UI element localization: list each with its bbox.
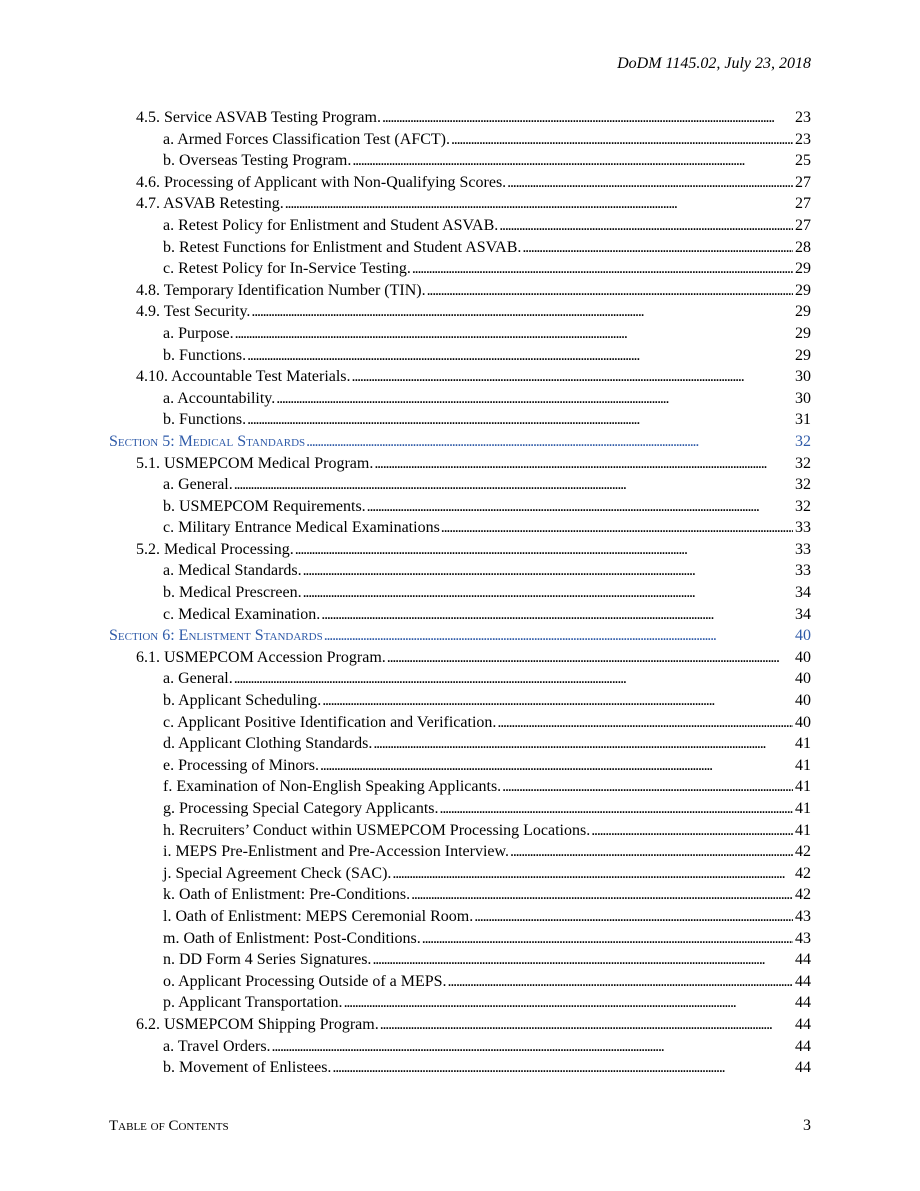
toc-entry[interactable] — [109, 906, 811, 928]
toc-entry-page-number: 32 — [795, 454, 811, 472]
toc-entry-label: b. Applicant Scheduling. — [163, 692, 322, 710]
toc-entry-page-number: 40 — [795, 627, 811, 645]
toc-entry-page-number: 44 — [795, 994, 811, 1012]
toc-dot-leader — [499, 215, 793, 237]
toc-entry-label: 4.8. Temporary Identification Number (TIN). — [136, 281, 426, 299]
toc-dot-leader — [412, 258, 793, 280]
toc-entry-label: a. Accountability. — [163, 389, 276, 407]
toc-entry-label: g. Processing Special Category Applicants. — [163, 800, 439, 817]
toc-entry-label: e. Processing of Minors. — [163, 756, 319, 774]
toc-entry-page-number: 29 — [795, 303, 811, 321]
toc-entry-label: a. Purpose. — [163, 324, 234, 342]
toc-entry-label: b. Overseas Testing Program. — [163, 152, 352, 170]
toc-entry-page-number: 30 — [795, 389, 811, 407]
toc-dot-leader — [380, 1014, 793, 1036]
toc-entry-page-number: 41 — [795, 735, 811, 753]
toc-entry[interactable] — [109, 863, 811, 885]
toc-dot-leader — [332, 1057, 793, 1079]
toc-entry[interactable] — [109, 690, 811, 712]
toc-entry-label: f. Examination of Non-English Speaking Applicants. — [163, 778, 502, 796]
toc-entry[interactable] — [109, 733, 811, 755]
toc-entry[interactable] — [109, 301, 811, 323]
toc-entry-label: Section 5: Medical Standards — [109, 432, 306, 450]
toc-entry-page-number: 41 — [795, 778, 811, 796]
toc-entry-page-number: 30 — [795, 368, 811, 386]
toc-entry[interactable] — [109, 193, 811, 215]
toc-entry-label: 6.1. USMEPCOM Accession Program. — [136, 648, 386, 666]
toc-dot-leader — [387, 647, 793, 669]
toc-dot-leader — [507, 172, 793, 194]
toc-entry-label: a. General. — [163, 670, 233, 688]
toc-entry[interactable] — [109, 107, 811, 129]
toc-entry-page-number: 29 — [795, 324, 811, 342]
toc-entry-page-number: 29 — [795, 346, 811, 364]
toc-dot-leader — [251, 301, 793, 323]
toc-entry[interactable] — [109, 560, 811, 582]
footer-section-title: Table of Contents — [109, 1118, 229, 1134]
toc-entry-page-number: 33 — [795, 519, 811, 537]
toc-dot-leader — [502, 776, 793, 798]
toc-entry-page-number: 32 — [795, 476, 811, 494]
toc-entry[interactable] — [109, 1057, 811, 1079]
toc-entry-page-number: 23 — [795, 130, 811, 148]
toc-entry-label: c. Medical Examination. — [163, 605, 321, 623]
toc-entry-page-number: 29 — [795, 260, 811, 278]
toc-dot-leader — [451, 129, 793, 151]
toc-entry-label: 4.6. Processing of Applicant with Non-Qualifying Scores. — [136, 173, 507, 191]
toc-entry-label: c. Retest Policy for In-Service Testing. — [163, 260, 411, 278]
toc-entry-label: a. General. — [163, 476, 233, 494]
toc-dot-leader — [474, 906, 793, 928]
toc-entry[interactable] — [109, 582, 811, 604]
toc-entry-label: b. Retest Functions for Enlistment and Student ASVAB. — [163, 238, 522, 256]
toc-entry-label: i. MEPS Pre-Enlistment and Pre-Accession Interview. — [163, 843, 510, 861]
toc-dot-leader — [440, 798, 793, 820]
toc-entry[interactable] — [109, 604, 811, 626]
toc-entry-page-number: 29 — [795, 281, 811, 299]
toc-entry[interactable] — [109, 971, 811, 993]
toc-entry[interactable] — [109, 884, 811, 906]
toc-entry[interactable] — [109, 323, 811, 345]
toc-entry-label: 5.1. USMEPCOM Medical Program. — [136, 454, 374, 472]
toc-entry-page-number: 34 — [795, 605, 811, 623]
toc-dot-leader — [295, 539, 793, 561]
toc-entry-label: a. Retest Policy for Enlistment and Student ASVAB. — [163, 216, 499, 234]
toc-dot-leader — [320, 755, 793, 777]
toc-entry[interactable] — [109, 150, 811, 172]
toc-entry-page-number: 40 — [795, 692, 811, 710]
toc-dot-leader — [235, 323, 793, 345]
toc-entry[interactable] — [109, 539, 811, 561]
toc-entry-label: j. Special Agreement Check (SAC). — [163, 864, 392, 882]
toc-entry-label: Section 6: Enlistment Standards — [109, 627, 323, 645]
toc-entry[interactable] — [109, 1036, 811, 1058]
footer-page-number: 3 — [803, 1117, 811, 1134]
toc-dot-leader — [382, 107, 793, 129]
toc-dot-leader — [247, 409, 793, 431]
toc-entry-page-number: 25 — [795, 152, 811, 170]
toc-dot-leader — [374, 453, 793, 475]
toc-entry[interactable] — [109, 820, 811, 842]
toc-dot-leader — [324, 625, 793, 647]
toc-entry-label: a. Armed Forces Classification Test (AFCT). — [163, 130, 450, 148]
toc-entry[interactable] — [109, 647, 811, 669]
toc-entry-page-number: 41 — [795, 800, 811, 817]
toc-entry-label: o. Applicant Processing Outside of a MEPS. — [163, 972, 447, 990]
toc-entry[interactable] — [109, 258, 811, 280]
toc-entry-label: b. Functions. — [163, 346, 247, 364]
toc-entry-page-number: 44 — [795, 1015, 811, 1033]
toc-entry[interactable] — [109, 388, 811, 410]
toc-entry-page-number: 40 — [795, 648, 811, 666]
toc-dot-leader — [448, 971, 793, 993]
toc-dot-leader — [234, 474, 793, 496]
toc-entry[interactable] — [109, 409, 811, 431]
toc-entry[interactable] — [109, 237, 811, 259]
toc-entry-label: 5.2. Medical Processing. — [136, 540, 294, 558]
toc-entry-label: d. Applicant Clothing Standards. — [163, 735, 373, 753]
toc-dot-leader — [591, 820, 793, 842]
toc-dot-leader — [303, 560, 793, 582]
toc-entry-label: p. Applicant Transportation. — [163, 994, 343, 1012]
toc-entry-page-number: 23 — [795, 109, 811, 126]
toc-entry-page-number: 31 — [795, 411, 811, 429]
toc-entry-page-number: 28 — [795, 238, 811, 256]
toc-entry-label: 4.7. ASVAB Retesting. — [136, 195, 284, 213]
toc-entry-label: 4.9. Test Security. — [136, 303, 251, 321]
toc-dot-leader — [392, 863, 793, 885]
toc-entry[interactable] — [109, 496, 811, 518]
toc-dot-leader — [411, 884, 793, 906]
toc-entry[interactable] — [109, 949, 811, 971]
toc-entry[interactable] — [109, 755, 811, 777]
toc-entry-label: b. Functions. — [163, 411, 247, 429]
document-reference-header: DoDM 1145.02, July 23, 2018 — [617, 55, 811, 72]
toc-entry[interactable] — [109, 992, 811, 1014]
toc-dot-leader — [422, 928, 793, 950]
toc-dot-leader — [427, 280, 793, 302]
toc-entry[interactable] — [109, 366, 811, 388]
toc-entry[interactable] — [109, 172, 811, 194]
toc-entry-label: a. Medical Standards. — [163, 562, 302, 580]
toc-entry[interactable] — [109, 345, 811, 367]
toc-dot-leader — [321, 604, 793, 626]
toc-dot-leader — [510, 841, 793, 863]
toc-entry-page-number: 43 — [795, 929, 811, 947]
toc-entry[interactable] — [109, 928, 811, 950]
toc-entry-page-number: 40 — [795, 670, 811, 688]
toc-entry-page-number: 27 — [795, 173, 811, 191]
toc-entry-page-number: 43 — [795, 907, 811, 925]
toc-entry-page-number: 41 — [795, 821, 811, 839]
toc-dot-leader — [276, 388, 793, 410]
toc-entry-label: b. Movement of Enlistees. — [163, 1059, 332, 1077]
toc-dot-leader — [285, 193, 793, 215]
toc-dot-leader — [322, 690, 793, 712]
toc-entry-page-number: 41 — [795, 756, 811, 774]
table-of-contents — [109, 107, 811, 1079]
toc-entry-label: b. USMEPCOM Requirements. — [163, 497, 366, 515]
toc-entry[interactable] — [109, 841, 811, 863]
toc-entry-label: 6.2. USMEPCOM Shipping Program. — [136, 1015, 379, 1033]
toc-entry-label: h. Recruiters’ Conduct within USMEPCOM Processing Locations. — [163, 821, 591, 839]
toc-entry-page-number: 40 — [795, 713, 811, 731]
toc-entry-label: a. Travel Orders. — [163, 1037, 271, 1055]
toc-entry-label: k. Oath of Enlistment: Pre-Conditions. — [163, 886, 411, 904]
toc-entry-page-number: 27 — [795, 216, 811, 234]
toc-dot-leader — [497, 712, 793, 734]
toc-entry-label: c. Military Entrance Medical Examinations — [163, 519, 440, 537]
toc-entry-page-number: 44 — [795, 1037, 811, 1055]
toc-entry-label: l. Oath of Enlistment: MEPS Ceremonial Room. — [163, 907, 474, 925]
toc-section-entry[interactable] — [109, 625, 811, 647]
toc-entry-page-number: 44 — [795, 951, 811, 969]
toc-dot-leader — [441, 517, 793, 539]
toc-entry[interactable] — [109, 798, 811, 820]
toc-entry[interactable] — [109, 474, 811, 496]
toc-dot-leader — [352, 366, 793, 388]
toc-dot-leader — [373, 733, 793, 755]
toc-dot-leader — [352, 150, 793, 172]
toc-entry-label: n. DD Form 4 Series Signatures. — [163, 951, 372, 969]
toc-entry[interactable] — [109, 280, 811, 302]
toc-section-entry[interactable] — [109, 431, 811, 453]
toc-entry-page-number: 33 — [795, 562, 811, 580]
toc-dot-leader — [372, 949, 793, 971]
toc-dot-leader — [234, 668, 793, 690]
toc-entry[interactable] — [109, 215, 811, 237]
toc-entry-page-number: 42 — [795, 864, 811, 882]
toc-dot-leader — [344, 992, 793, 1014]
toc-entry[interactable] — [109, 712, 811, 734]
toc-entry-page-number: 44 — [795, 972, 811, 990]
toc-entry-page-number: 33 — [795, 540, 811, 558]
toc-entry-page-number: 27 — [795, 195, 811, 213]
toc-entry-label: c. Applicant Positive Identification and Verification. — [163, 713, 497, 731]
toc-entry[interactable] — [109, 453, 811, 475]
toc-entry[interactable] — [109, 776, 811, 798]
toc-entry-label: 4.5. Service ASVAB Testing Program. — [136, 109, 381, 126]
toc-entry-page-number: 34 — [795, 584, 811, 602]
toc-entry[interactable] — [109, 1014, 811, 1036]
toc-entry-page-number: 32 — [795, 432, 811, 450]
toc-dot-leader — [272, 1036, 793, 1058]
toc-dot-leader — [306, 431, 793, 453]
toc-dot-leader — [367, 496, 793, 518]
toc-entry[interactable] — [109, 129, 811, 151]
toc-entry-page-number: 44 — [795, 1059, 811, 1077]
toc-entry-label: 4.10. Accountable Test Materials. — [136, 368, 351, 386]
toc-dot-leader — [247, 345, 793, 367]
toc-dot-leader — [522, 237, 793, 259]
toc-entry-page-number: 42 — [795, 843, 811, 861]
toc-dot-leader — [303, 582, 793, 604]
toc-entry-page-number: 32 — [795, 497, 811, 515]
toc-entry-label: m. Oath of Enlistment: Post-Conditions. — [163, 929, 421, 947]
toc-entry[interactable] — [109, 517, 811, 539]
toc-entry-label: b. Medical Prescreen. — [163, 584, 302, 602]
toc-entry-page-number: 42 — [795, 886, 811, 904]
toc-entry[interactable] — [109, 668, 811, 690]
